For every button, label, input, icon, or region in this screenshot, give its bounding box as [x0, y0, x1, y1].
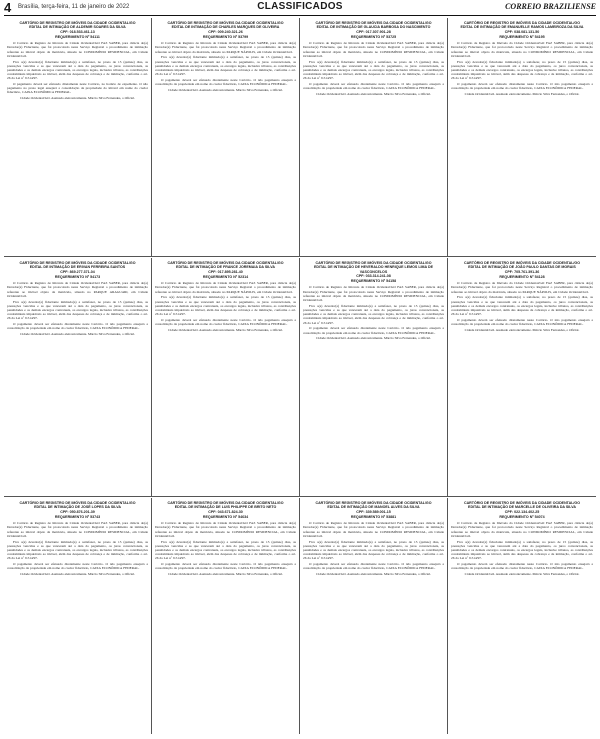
notice-title: EDITAL DE INTIMAÇÃO DE JOÃO PAULO DANTAS DE MORAIS — [468, 265, 576, 270]
notice-cpf: CPF: 339.589.001-15 — [356, 509, 391, 514]
notice-paragraph: O Cartório de Registro de Imóveis da Cidade Ocidental/GO FAZ SABER, para ciência do(a) Devedor(a) Fiduciante, que foi protocolado neste Serviço Registral o procedimento de intimação referente ao imóvel objeto da matrícula, situado no CONDOMÍNIO RESIDENCIAL, em Cidade Ocidental/GO. — [7, 521, 148, 538]
notice-registry: CARTÓRIO DE REGISTRO DE IMÓVEIS DA CIDADE OCIDENTAL/GO — [19, 21, 136, 25]
notice-title: EDITAL DE INTIMAÇÃO DE CHARLES MARQUES DE OLIVEIRA — [171, 25, 280, 30]
notice-cpf: CPF: 017.895.281-40 — [208, 269, 243, 274]
notice-box — [448, 258, 596, 496]
notice-cpf: CPF: 022.134.402-25 — [504, 509, 540, 514]
notice-signature: Cidade Ocidental/GO. Assinado eletronicamente. Márcio Silva Fernandes, o Oficial. — [464, 571, 580, 576]
notice-box — [4, 258, 152, 496]
notice-paragraph: O pagamento deverá ser efetuado diretamente neste Cartório, no horário de expediente. O não pagamento no prazo legal ensejará a consolidação da propriedade do imóvel em nome do credor fiduciário, CAIXA ECONÔMICA FEDERAL. — [7, 82, 148, 95]
notice-title: EDITAL DE INTIMAÇÃO DE JOSÉ LOPES DA SILVA — [34, 505, 121, 510]
notice-paragraph: O Cartório de Registro de Imóveis da Cidade Ocidental/GO FAZ SABER, para ciência do(a) Devedor(a) Fiduciante, que foi protocolado neste Serviço Registral o procedimento de intimação referente ao imóvel objeto da matrícula, situado no CONDOMÍNIO RESIDENCIAL, em Cidade Ocidental/GO. — [451, 521, 593, 538]
notice-registry: CARTÓRIO DE REGISTRO DE IMÓVEIS DA CIDADE OCIDENTAL/GO — [463, 261, 580, 265]
notice-request: REQUERIMENTO Nº 53881 — [350, 514, 397, 519]
notice-paragraph: Fica o(a) devedor(a) fiduciante intimado(a) a satisfazer, no prazo de 15 (quinze) dias, as prestações vencidas e as que vencerem até a data do pagamento, os juros convencionais, as penalidades e os demais encargos contratuais, os encargos legais, inclusive tributos, as contribuições condominiais imputáveis ao imóvel, além das despesas de cobrança e de intimação, conforme o art. 26 da Lei nº 9.514/97. — [155, 55, 296, 77]
notice-signature: Cidade Ocidental/GO. Assinado eletronicamente. Márcio Silva Fernandes, o Oficial. — [20, 571, 135, 576]
notice-cpf: CPF: 018.533.461-13 — [60, 29, 95, 34]
notice-cpf: CPF: 869.277.371-04 — [60, 269, 95, 274]
notice-paragraph: O Cartório de Registro de Imóveis da Cidade Ocidental/GO FAZ SABER, para ciência do(a) Devedor(a) Fiduciante, que foi protocolado neste Serviço Registral o procedimento de intimação referente ao imóvel objeto da matrícula, situado no PARQUE NÁPOLIS, em Cidade Ocidental/GO. — [155, 41, 296, 54]
notice-paragraph: O Cartório de Registro de Imóveis da Cidade Ocidental/GO FAZ SABER, para ciência do(a) Devedor(a) Fiduciante, que foi protocolado neste Serviço Registral o procedimento de intimação referente ao imóvel objeto da matrícula, situado no CONDOMÍNIO RESIDENCIAL, em Cidade Ocidental/GO. — [155, 521, 296, 538]
notice-title: EDITAL DE INTIMAÇÃO DE LUIS PHILIPPE DE BRITO NETO — [174, 505, 277, 510]
notice-paragraph: O Cartório de Registro de Imóveis da Cidade Ocidental/GO FAZ SABER, para ciência do(a) Devedor(a) Fiduciante, que foi protocolado neste Serviço Registral o procedimento de intimação referente ao imóvel objeto da matrícula, situado no PARQUE NÁPOLIS, em Cidade Ocidental/GO. — [451, 281, 593, 294]
notice-signature: Cidade Ocidental/GO. Assinado eletronicamente. Márcio Silva Fernandes, o Oficial. — [168, 87, 283, 92]
notice-row — [4, 18, 596, 257]
classifieds-grid — [4, 18, 596, 736]
notice-box — [4, 498, 152, 734]
notice-signature: Cidade Ocidental/GO. Assinado eletronicamente. Márcio Silva Fernandes, o Oficial. — [20, 331, 135, 336]
notice-paragraph: Fica o(a) devedor(a) fiduciante intimado(a) a satisfazer, no prazo de 15 (quinze) dias, as prestações vencidas e as que vencerem até a data do pagamento, os juros convencionais, as penalidades e os demais encargos contratuais, os encargos legais, inclusive tributos, as contribuições condominiais imputáveis ao imóvel, além das despesas de cobrança e de intimação, conforme o art. 26 da Lei nº 9.514/97. — [303, 303, 444, 325]
notice-request: REQUERIMENTO Nº 53799 — [202, 34, 249, 39]
notice-title: EDITAL DE INTIMAÇÃO DE MANOEL ALVES DA SILVA — [327, 505, 420, 510]
notice-paragraph: Fica o(a) devedor(a) fiduciante intimado(a) a satisfazer, no prazo de 15 (quinze) dias, as prestações vencidas e as que vencerem até a data do pagamento, os juros convencionais, as penalidades e os demais encargos contratuais, os encargos legais, inclusive tributos, as contribuições condominiais imputáveis ao imóvel, além das despesas de cobrança e de intimação, conforme o art. 26 da Lei nº 9.514/97. — [451, 59, 593, 81]
notice-signature: Cidade Ocidental/GO. Assinado eletronicamente. Márcio Silva Fernandes, o Oficial. — [20, 96, 135, 101]
notice-cpf: CPF: 705.761.391-36 — [504, 269, 540, 274]
notice-paragraph: O pagamento deverá ser efetuado diretamente neste Cartório. O não pagamento ensejará a consolidação da propriedade em nome do credor fiduciário, CAIXA ECONÔMICA FEDERAL. — [155, 562, 296, 571]
notice-title: EDITAL DE INTIMAÇÃO DE ALDEMIR SOARES DA SILVA — [29, 25, 126, 30]
notice-title: EDITAL DE INTIMAÇÃO DE GLAUCIA BARBOSA DO NASCIMENTO — [316, 25, 431, 30]
notice-paragraph: O pagamento deverá ser efetuado diretamente neste Cartório. O não pagamento ensejará a consolidação da propriedade em nome do credor fiduciário, CAIXA ECONÔMICA FEDERAL. — [303, 82, 444, 91]
notice-request: REQUERIMENTO Nº 52314 — [202, 274, 249, 279]
notice-paragraph: Fica o(a) devedor(a) fiduciante intimado(a) a satisfazer, no prazo de 15 (quinze) dias, as prestações vencidas e as que vencerem até a data do pagamento, os juros convencionais, as penalidades e os demais encargos contratuais, os encargos legais, inclusive tributos, as contribuições condominiais imputáveis ao imóvel, além das despesas de cobrança e de intimação, conforme o art. 26 da Lei nº 9.514/97. — [451, 295, 593, 317]
notice-cpf: CPF: 017.307.901-28 — [356, 29, 391, 34]
notice-paragraph: Fica o(a) devedor(a) fiduciante intimado(a) a satisfazer, no prazo de 15 (quinze) dias, as prestações vencidas e as que vencerem até a data do pagamento, os juros convencionais, as penalidades e os demais encargos contratuais, os encargos legais, inclusive tributos, as contribuições condominiais imputáveis ao imóvel, além das despesas de cobrança e de intimação, conforme o art. 26 da Lei nº 9.514/97. — [303, 539, 444, 561]
notice-paragraph: O Cartório de Registro de Imóveis da Cidade Ocidental/GO FAZ SABER, para ciência do(a) Devedor(a) Fiduciante, que foi protocolado neste Serviço Registral o procedimento de intimação referente ao imóvel objeto da matrícula, situado no CONDOMÍNIO RESIDENCIAL, em Cidade Ocidental/GO. — [303, 521, 444, 538]
newspaper-brand: CORREIO BRAZILIENSE — [505, 2, 596, 11]
notice-request: REQUERIMENTO Nº 53725 — [350, 34, 397, 39]
notice-paragraph: O Cartório de Registro de Imóveis da Cidade Ocidental/GO FAZ SABER, para ciência do(a) Devedor(a) Fiduciante, que foi protocolado neste Serviço Registral o procedimento de intimação referente ao imóvel objeto da matrícula, situado no CONDOMÍNIO RESIDENCIAL, em Cidade Ocidental/GO. — [303, 285, 444, 303]
notice-registry: CARTÓRIO DE REGISTRO DE IMÓVEIS DA CIDADE OCIDENTAL/GO — [315, 261, 432, 265]
notice-paragraph: O Cartório de Registro de Imóveis da Cidade Ocidental/GO FAZ SABER, para ciência do(a) Devedor(a) Fiduciante, que foi protocolado neste Serviço Registral o procedimento de intimação referente ao imóvel objeto da matrícula, situado no CONDOMÍNIO RESIDENCIAL, em Cidade Ocidental/GO. — [303, 41, 444, 58]
notice-paragraph: O Cartório de Registro de Imóveis da Cidade Ocidental/GO FAZ SABER, para ciência do(a) Devedor(a) Fiduciante, que foi protocolado neste Serviço Registral o procedimento de intimação referente ao imóvel objeto da matrícula, situado no PARQUE ARAGUARI, em Cidade Ocidental/GO. — [7, 281, 148, 298]
notice-request: REQUERIMENTO Nº 54128 — [499, 274, 545, 279]
notice-paragraph: O pagamento deverá ser efetuado diretamente neste Cartório. O não pagamento ensejará a consolidação da propriedade em nome do credor fiduciário, CAIXA ECONÔMICA FEDERAL. — [7, 562, 148, 571]
notice-registry: CARTÓRIO DE REGISTRO DE IMÓVEIS DA CIDADE OCIDENTAL/GO — [19, 261, 136, 265]
notice-paragraph: O pagamento deverá ser efetuado diretamente neste Cartório. O não pagamento ensejará a consolidação da propriedade em nome do credor fiduciário, CAIXA ECONÔMICA FEDERAL. — [155, 317, 296, 327]
date-line: Brasília, terça-feira, 11 de janeiro de 2022 — [18, 4, 130, 10]
notice-paragraph: O pagamento deverá ser efetuado diretamente neste Cartório. O não pagamento ensejará a consolidação da propriedade em nome do credor fiduciário, CAIXA ECONÔMICA FEDERAL. — [155, 77, 296, 87]
notice-paragraph: O pagamento deverá ser efetuado diretamente neste Cartório. O não pagamento ensejará a consolidação da propriedade em nome do credor fiduciário, CAIXA ECONÔMICA FEDERAL. — [303, 562, 444, 571]
notice-signature: Cidade Ocidental/GO. Assinado eletronicamente. Márcio Silva Fernandes, o Oficial. — [316, 336, 431, 341]
notice-cpf: CPF: 033.314.241-08 — [356, 273, 391, 278]
notice-box — [300, 258, 448, 496]
notice-registry: CARTÓRIO DE REGISTRO DE IMÓVEIS DA CIDADE OCIDENTAL/GO — [167, 261, 284, 265]
notice-cpf: CPF: 009.240.321-26 — [208, 29, 243, 34]
notice-title: EDITAL DE INTIMAÇÃO DE EMANUELLE RAMOS LAMEIROZA DA SILVA — [460, 25, 584, 30]
notice-paragraph: Fica o(a) devedor(a) fiduciante intimado(a) a satisfazer, no prazo de 15 (quinze) dias, as prestações vencidas e as que vencerem até a data do pagamento, os juros convencionais, as penalidades e os demais encargos contratuais, os encargos legais, inclusive tributos, as contribuições condominiais imputáveis ao imóvel, além das despesas de cobrança e de intimação, conforme o art. 26 da Lei nº 9.514/97. — [155, 539, 296, 561]
notice-title: EDITAL DE INTIMAÇÃO DE HEVERALDO HENRIQUE LEMOS LIMA DE VASCONCELOS — [314, 265, 433, 274]
notice-request: REQUERIMENTO Nº 54195 — [499, 34, 545, 39]
notice-signature: Cidade Ocidental/GO. Assinado eletronicamente. Márcio Silva Fernandes, o Oficial. — [464, 327, 580, 332]
notice-paragraph: O pagamento deverá ser efetuado diretamente neste Cartório. O não pagamento ensejará a consolidação da propriedade em nome do credor fiduciário, CAIXA ECONÔMICA FEDERAL. — [7, 322, 148, 331]
notice-cpf: CPF: 043.671.824-30 — [208, 509, 243, 514]
notice-title: EDITAL DE INTIMAÇÃO DE ERIVAN FERREIRA SANTOS — [29, 265, 126, 270]
notice-box — [152, 258, 300, 496]
notice-request: REQUERIMENTO Nº 54634 — [202, 514, 249, 519]
notice-cpf: CPF: 038.081.131-50 — [504, 29, 540, 34]
notice-signature: Cidade Ocidental/GO. Assinado eletronicamente. Márcio Silva Fernandes, o Oficial. — [464, 91, 580, 96]
notice-registry: CARTÓRIO DE REGISTRO DE IMÓVEIS DA CIDADE OCIDENTAL/GO — [463, 501, 580, 505]
notice-title: EDITAL DE INTIMAÇÃO DE FRANCE JOREMAIA DA SILVA — [176, 265, 275, 270]
notice-box — [300, 18, 448, 256]
notice-paragraph: Fica o(a) devedor(a) fiduciante intimado(a) a satisfazer, no prazo de 15 (quinze) dias, as prestações vencidas e as que vencerem até a data do pagamento, os juros convencionais, as penalidades e os demais encargos contratuais, os encargos legais, inclusive tributos, as contribuições condominiais imputáveis ao imóvel, além das despesas de cobrança e de intimação, conforme o art. 26 da Lei nº 9.514/97. — [451, 539, 593, 561]
notice-signature: Cidade Ocidental/GO. Assinado eletronicamente. Márcio Silva Fernandes, o Oficial. — [168, 327, 283, 332]
notice-row — [4, 258, 596, 497]
notice-registry: CARTÓRIO DE REGISTRO DE IMÓVEIS DA CIDADE OCIDENTAL/GO — [167, 21, 284, 25]
notice-paragraph: Fica o(a) devedor(a) fiduciante intimado(a) a satisfazer, no prazo de 15 (quinze) dias, as prestações vencidas e as que vencerem até a data do pagamento, os juros convencionais, as penalidades e os demais encargos contratuais, os encargos legais, inclusive tributos, as contribuições condominiais imputáveis ao imóvel, além das despesas de cobrança e de intimação, conforme o art. 26 da Lei nº 9.514/97. — [7, 539, 148, 561]
notice-request: REQUERIMENTO Nº 53743 — [54, 514, 101, 519]
notice-title: EDITAL DE INTIMAÇÃO DE MARCELLE DE OLIVEIRA DA SILVA — [468, 505, 576, 510]
notice-box — [4, 18, 152, 256]
notice-cpf: CPF: 050.876.201-39 — [60, 509, 95, 514]
notice-signature: Cidade Ocidental/GO. Assinado eletronicamente. Márcio Silva Fernandes, o Oficial. — [168, 571, 283, 576]
notice-request: REQUERIMENTO Nº 54111 — [55, 34, 100, 39]
notice-box — [152, 498, 300, 734]
notice-signature: Cidade Ocidental/GO. Assinado eletronicamente. Márcio Silva Fernandes, o Oficial. — [316, 91, 431, 96]
page-number: 4 — [4, 0, 12, 15]
masthead — [4, 0, 596, 16]
notice-paragraph: O Cartório de Registro de Imóveis da Cidade Ocidental/GO FAZ SABER, para ciência do(a) Devedor(a) Fiduciante, que foi protocolado neste Serviço Registral o procedimento de intimação referente ao imóvel objeto da matrícula, situado no PARQUE NÁPOLIS, em Cidade Ocidental/GO. — [155, 281, 296, 294]
notice-registry: CARTÓRIO DE REGISTRO DE IMÓVEIS DA CIDADE OCIDENTAL/GO — [463, 21, 580, 25]
notice-registry: CARTÓRIO DE REGISTRO DE IMÓVEIS DA CIDADE OCIDENTAL/GO — [315, 21, 432, 25]
notice-registry: CARTÓRIO DE REGISTRO DE IMÓVEIS DA CIDADE OCIDENTAL/GO — [167, 501, 284, 505]
notice-row — [4, 498, 596, 734]
notice-paragraph: Fica o(a) devedor(a) fiduciante intimado(a) a satisfazer, no prazo de 15 (quinze) dias, as prestações vencidas e as que vencerem até a data do pagamento, os juros convencionais, as penalidades e os demais encargos contratuais, os encargos legais, inclusive tributos, as contribuições condominiais imputáveis ao imóvel, além das despesas de cobrança e de intimação, conforme o art. 26 da Lei nº 9.514/97. — [155, 295, 296, 317]
notice-paragraph: Fica o(a) devedor(a) fiduciante intimado(a) a satisfazer, no prazo de 15 (quinze) dias, as prestações vencidas e as que vencerem até a data do pagamento, os juros convencionais, as penalidades e os demais encargos contratuais, os encargos legais, inclusive tributos, as contribuições condominiais imputáveis ao imóvel, além das despesas de cobrança e de intimação, conforme o art. 26 da Lei nº 9.514/97. — [7, 299, 148, 321]
notice-paragraph: O pagamento deverá ser efetuado diretamente neste Cartório. O não pagamento ensejará a consolidação da propriedade em nome do credor fiduciário, CAIXA ECONÔMICA FEDERAL. — [303, 326, 444, 335]
notice-registry: CARTÓRIO DE REGISTRO DE IMÓVEIS DA CIDADE OCIDENTAL/GO — [19, 501, 136, 505]
notice-box — [448, 18, 596, 256]
notice-request: REQUERIMENTO Nº 54074 — [499, 514, 545, 519]
notice-request: REQUERIMENTO Nº 54173 — [54, 274, 101, 279]
notice-paragraph: O pagamento deverá ser efetuado diretamente neste Cartório. O não pagamento ensejará a consolidação da propriedade em nome do credor fiduciário, CAIXA ECONÔMICA FEDERAL. — [451, 317, 593, 327]
notice-box — [448, 498, 596, 734]
notice-registry: CARTÓRIO DE REGISTRO DE IMÓVEIS DA CIDADE OCIDENTAL/GO — [315, 501, 432, 505]
notice-paragraph: O pagamento deverá ser efetuado diretamente neste Cartório. O não pagamento ensejará a consolidação da propriedade em nome do credor fiduciário, CAIXA ECONÔMICA FEDERAL. — [451, 82, 593, 91]
notice-paragraph: Fica o(a) devedor(a) fiduciante intimado(a) a satisfazer, no prazo de 15 (quinze) dias, as prestações vencidas e as que vencerem até a data do pagamento, os juros convencionais, as penalidades e os demais encargos contratuais, os encargos legais, inclusive tributos, as contribuições condominiais imputáveis ao imóvel, além das despesas de cobrança e de intimação, conforme o art. 26 da Lei nº 9.514/97. — [7, 59, 148, 81]
notice-paragraph: Fica o(a) devedor(a) fiduciante intimado(a) a satisfazer, no prazo de 15 (quinze) dias, as prestações vencidas e as que vencerem até a data do pagamento, os juros convencionais, as penalidades e os demais encargos contratuais, os encargos legais, inclusive tributos, as contribuições condominiais imputáveis ao imóvel, além das despesas de cobrança e de intimação, conforme o art. 26 da Lei nº 9.514/97. — [303, 59, 444, 81]
notice-paragraph: O Cartório de Registro de Imóveis da Cidade Ocidental/GO FAZ SABER, para ciência do(a) Devedor(a) Fiduciante, que foi protocolado neste Serviço Registral o procedimento de intimação referente ao imóvel objeto da matrícula, situado no CONDOMÍNIO RESIDENCIAL, em Cidade Ocidental/GO. — [7, 41, 148, 58]
notice-request: REQUERIMENTO Nº 54158 — [350, 279, 397, 284]
notice-signature: Cidade Ocidental/GO. Assinado eletronicamente. Márcio Silva Fernandes, o Oficial. — [316, 571, 431, 576]
notice-box — [152, 18, 300, 256]
notice-paragraph: O Cartório de Registro de Imóveis da Cidade Ocidental/GO FAZ SABER, para ciência do(a) Devedor(a) Fiduciante, que foi protocolado neste Serviço Registral o procedimento de intimação referente ao imóvel objeto da matrícula, situado no CONDOMÍNIO RESIDENCIAL, em Cidade Ocidental/GO. — [451, 41, 593, 58]
notice-box — [300, 498, 448, 734]
section-title: CLASSIFICADOS — [257, 1, 343, 12]
notice-paragraph: O pagamento deverá ser efetuado diretamente neste Cartório. O não pagamento ensejará a consolidação da propriedade em nome do credor fiduciário, CAIXA ECONÔMICA FEDERAL. — [451, 562, 593, 571]
